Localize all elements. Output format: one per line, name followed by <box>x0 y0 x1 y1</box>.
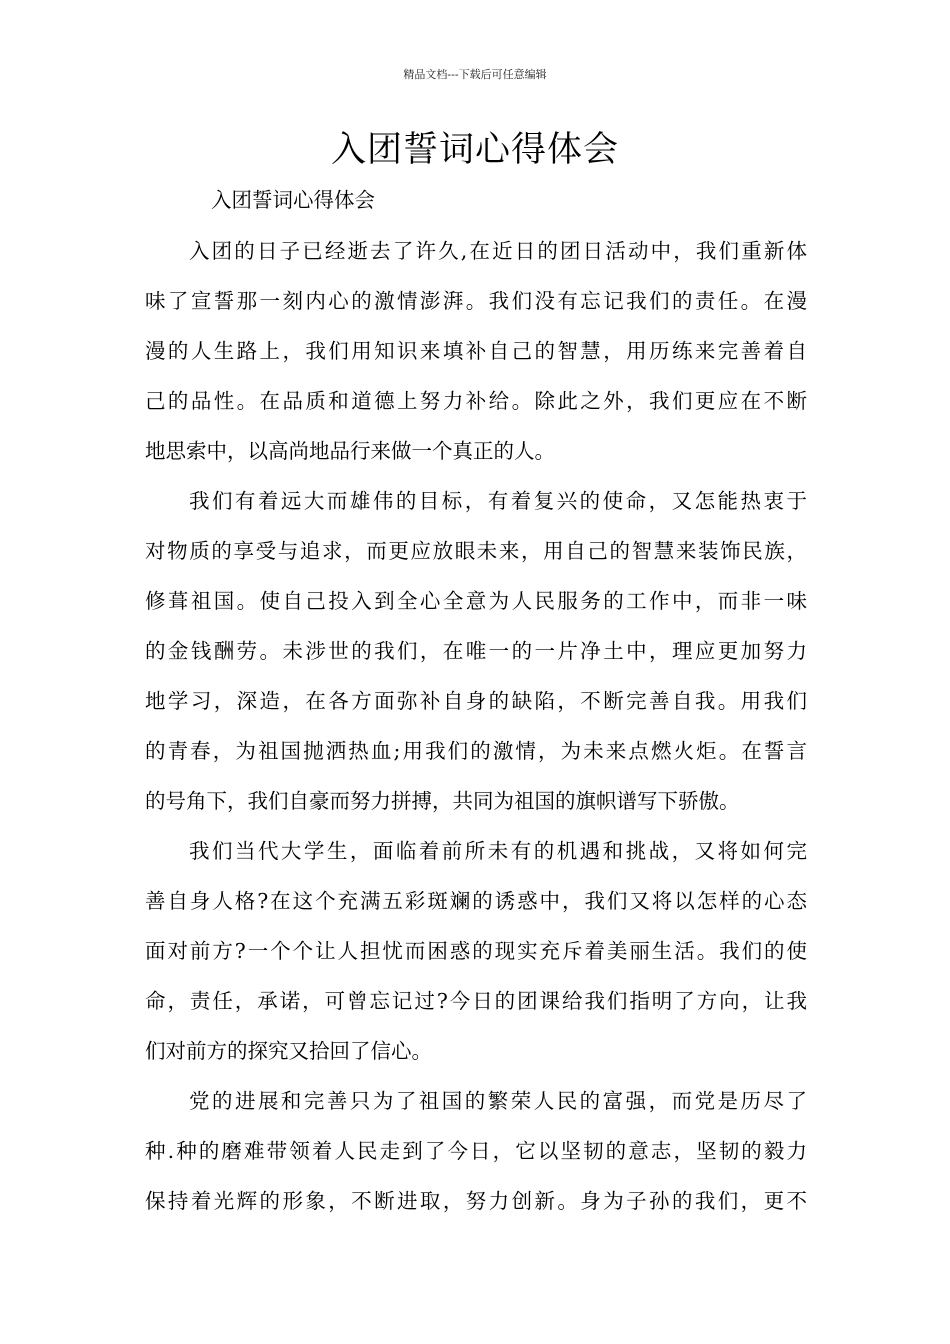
paragraph-4 <box>145 1076 807 1226</box>
text-line: 党的进展和完善只为了祖国的繁荣人民的富强，而党是历尽了 <box>189 1089 807 1113</box>
text-line: 入团的日子已经逝去了许久,在近日的团日活动中，我们重新体 <box>189 239 807 263</box>
text-line: 善自身人格?在这个充满五彩斑斓的诱惑中，我们又将以怎样的心态 <box>145 889 807 913</box>
document-title: 入团誓词心得体会 <box>330 130 619 170</box>
document-body <box>145 178 807 1226</box>
text-line: 命，责任，承诺，可曾忘记过?今日的团课给我们指明了方向，让我 <box>145 989 807 1013</box>
text-line: 们对前方的探究又拾回了信心。 <box>145 1039 432 1063</box>
text-line: 我们有着远大而雄伟的目标，有着复兴的使命，又怎能热衷于 <box>189 489 807 513</box>
text-line: 的青春，为祖国抛洒热血;用我们的激情，为未来点燃火炬。在誓言 <box>145 739 807 763</box>
paragraph-2 <box>145 476 807 826</box>
text-line: 地学习，深造，在各方面弥补自身的缺陷，不断完善自我。用我们 <box>145 689 807 713</box>
text-line: 漫的人生路上，我们用知识来填补自己的智慧，用历练来完善着自 <box>145 339 807 363</box>
text-line: 修葺祖国。使自己投入到全心全意为人民服务的工作中，而非一味 <box>145 589 807 613</box>
text-line: 我们当代大学生，面临着前所未有的机遇和挑战，又将如何完 <box>189 839 807 863</box>
paragraph-1 <box>145 226 807 476</box>
text-line: 地思索中，以高尚地品行来做一个真正的人。 <box>145 439 555 463</box>
text-line: 味了宣誓那一刻内心的激情澎湃。我们没有忘记我们的责任。在漫 <box>145 289 807 313</box>
text-line: 面对前方?一个个让人担忧而困惑的现实充斥着美丽生活。我们的使 <box>145 939 807 963</box>
document-subtitle: 入团誓词心得体会 <box>211 188 375 212</box>
text-line: 种.种的磨难带领着人民走到了今日，它以坚韧的意志，坚韧的毅力 <box>145 1139 807 1163</box>
header-note: 精品文档---下载后可任意编辑 <box>403 68 547 81</box>
text-line: 己的品性。在品质和道德上努力补给。除此之外，我们更应在不断 <box>145 389 807 413</box>
text-line: 对物质的享受与追求，而更应放眼未来，用自己的智慧来装饰民族， <box>145 539 807 563</box>
text-line: 的号角下，我们自豪而努力拼搏，共同为祖国的旗帜谱写下骄傲。 <box>145 789 740 813</box>
text-line: 的金钱酬劳。未涉世的我们，在唯一的一片净土中，理应更加努力 <box>145 639 807 663</box>
text-line: 保持着光辉的形象，不断进取，努力创新。身为子孙的我们，更不 <box>145 1189 807 1213</box>
paragraph-3 <box>145 826 807 1076</box>
